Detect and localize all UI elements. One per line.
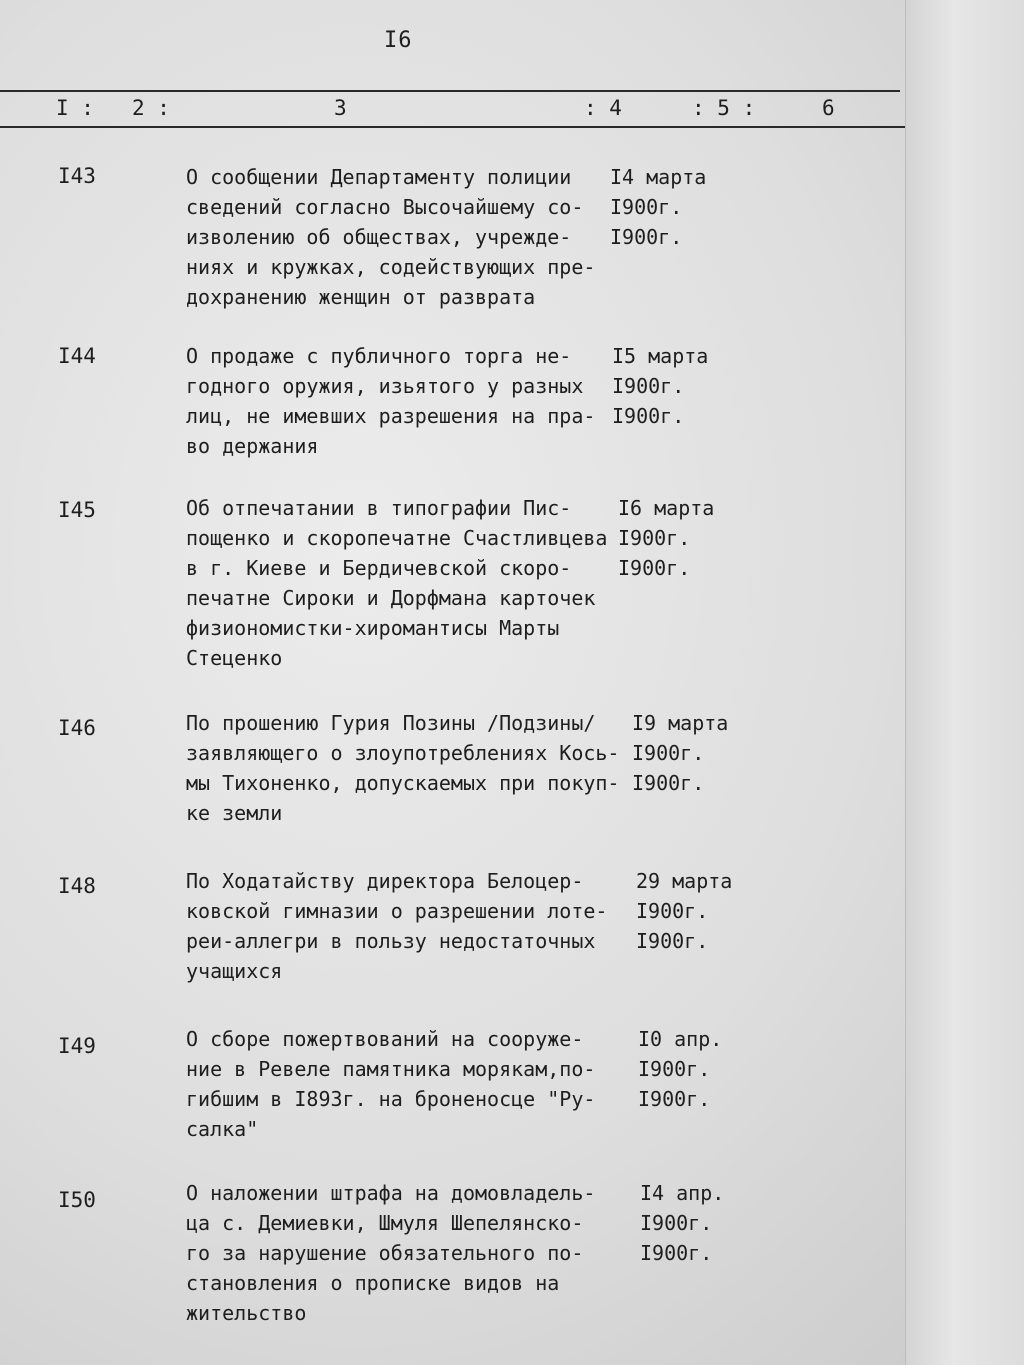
page-edge xyxy=(905,0,1024,1365)
column-header-3: 3 xyxy=(334,96,347,120)
entry-number: I46 xyxy=(58,716,96,740)
column-header-5: : 5 : xyxy=(692,96,756,120)
entry-date: I6 марта I900г. I900г. xyxy=(618,496,715,580)
column-header-2: 2 : xyxy=(132,96,170,120)
page-number: I6 xyxy=(384,28,413,53)
entry-date: I4 апр. I900г. I900г. xyxy=(640,1181,725,1265)
entry-description: О сборе пожертвований на сооруже- ние в Ревеле памятника морякам,по- гибшим в I893г. на броненосце "Ру- салка" xyxy=(186,1027,596,1141)
entry-number: I45 xyxy=(58,498,96,522)
entry-description: О наложении штрафа на домовладель- ца с. Демиевки, Шмуля Шепелянско- го за нарушение обязательного по- становления о прописке видов на жительство xyxy=(186,1181,596,1325)
entry-number: I49 xyxy=(58,1034,96,1058)
column-header-4: : 4 xyxy=(584,96,622,120)
entry-description: По Ходатайству директора Белоцер- ковской гимназии о разрешении лоте- реи-аллегри в пользу недостаточных учащихся xyxy=(186,869,608,983)
entry-number: I48 xyxy=(58,874,96,898)
entry-description: О сообщении Департаменту полиции сведений согласно Высочайшему со- изволению об обществах, учрежде- ниях и кружках, содействующих пре- дохранению женщин от разврата xyxy=(186,165,596,309)
entry-date: I0 апр. I900г. I900г. xyxy=(638,1027,723,1111)
entry-date: 29 марта I900г. I900г. xyxy=(636,869,733,953)
entry-number: I50 xyxy=(58,1188,96,1212)
column-header-6: 6 xyxy=(822,96,835,120)
entry-description: О продаже с публичного торга не- годного оружия, изьятого у разных лиц, не имевших разрешения на пра- во держания xyxy=(186,344,596,458)
entry-number: I44 xyxy=(58,344,96,368)
header-rule-top xyxy=(0,90,900,92)
entry-description: По прошению Гурия Позины /Подзины/ заявляющего о злоупотреблениях Кось- мы Тихоненко, допускаемых при покуп- ке земли xyxy=(186,711,620,825)
header-rule-bottom xyxy=(0,126,905,128)
entry-number: I43 xyxy=(58,164,96,188)
entry-description: Об отпечатании в типографии Пис- пощенко и скоропечатне Счастливцева в г. Киеве и Бердичевской скоро- печатне Сироки и Дорфмана карточек физиономистки-хиромантисы Марты Стеценко xyxy=(186,496,608,670)
entry-date: I4 марта I900г. I900г. xyxy=(610,165,707,249)
entry-date: I5 марта I900г. I900г. xyxy=(612,344,709,428)
entry-date: I9 марта I900г. I900г. xyxy=(632,711,729,795)
column-header-1: I : xyxy=(56,96,94,120)
